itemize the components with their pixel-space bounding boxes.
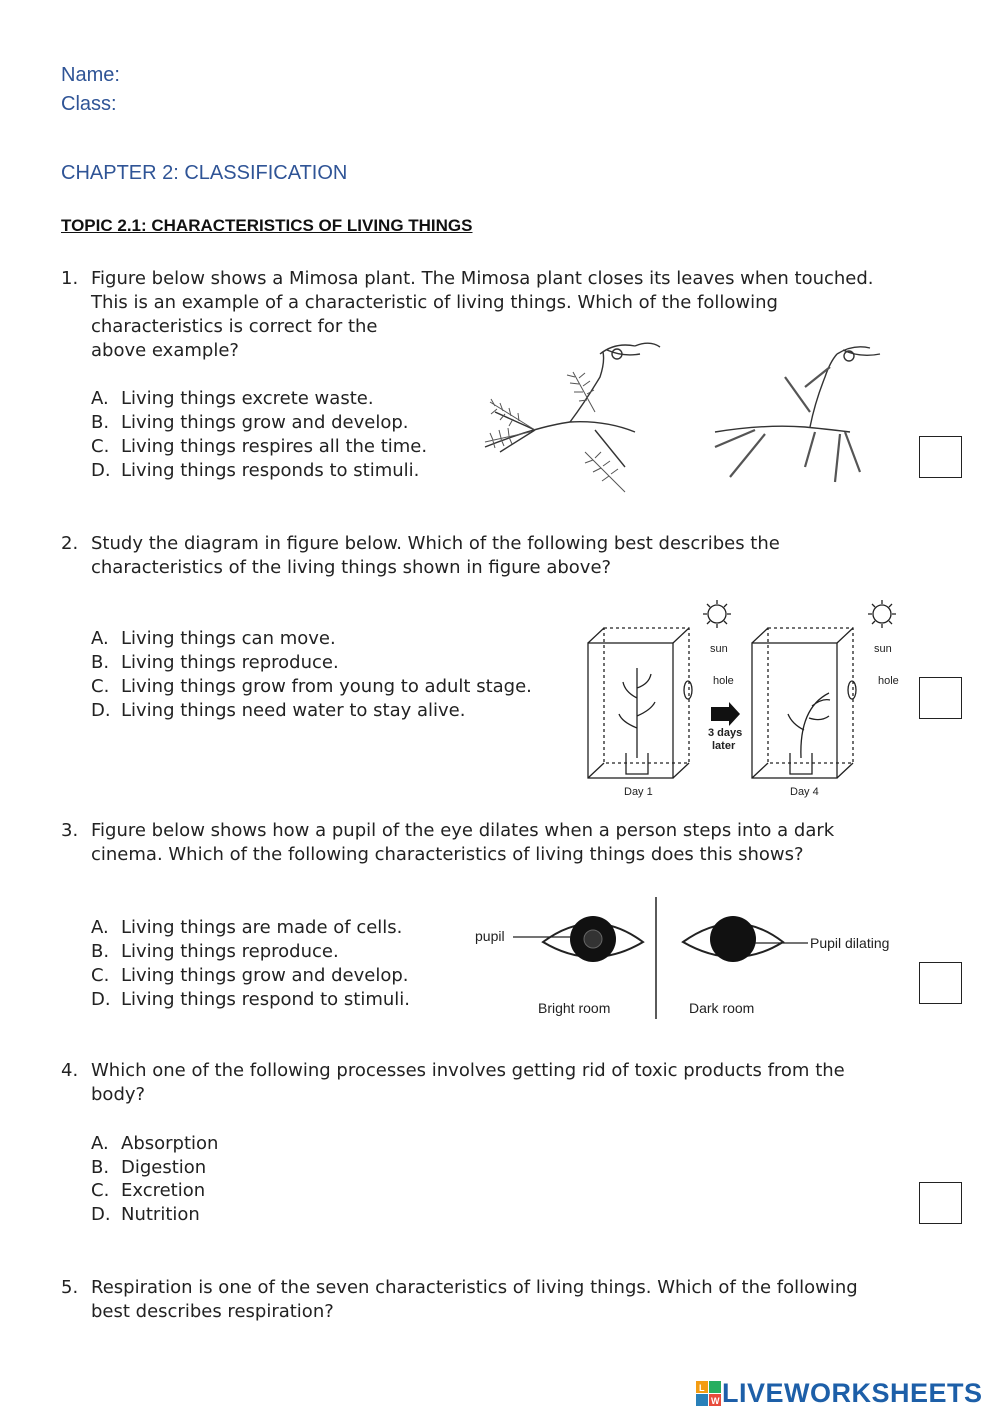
q4-number: 4. xyxy=(61,1060,79,1081)
q2-option-a: A. Living things can move. xyxy=(91,628,336,649)
q1-text-line: Figure below shows a Mimosa plant. The Mimosa plant closes its leaves when touched. xyxy=(91,268,874,289)
arrow-label-1: 3 days xyxy=(708,727,743,739)
q3-answer-box[interactable] xyxy=(919,962,962,1004)
liveworksheets-logo-icon xyxy=(696,1381,722,1407)
q2-option-d: D. Living things need water to stay alive. xyxy=(91,700,466,721)
q1-text-line: This is an example of a characteristic of living things. Which of the following xyxy=(91,292,778,313)
day4-label: Day 4 xyxy=(790,786,819,798)
topic-title: TOPIC 2.1: CHARACTERISTICS OF LIVING THINGS xyxy=(61,216,473,235)
q5-text-line: Respiration is one of the seven characteristics of living things. Which of the following xyxy=(91,1277,858,1298)
q2-text-line: characteristics of the living things shown in figure above? xyxy=(91,557,612,578)
q3-option-b: B. Living things reproduce. xyxy=(91,941,339,962)
liveworksheets-logo xyxy=(696,1378,983,1409)
q3-text-line: cinema. Which of the following characteristics of living things does this shows? xyxy=(91,844,804,865)
pupil-dilating-label: Pupil dilating xyxy=(810,935,890,951)
q1-text-line: above example? xyxy=(91,340,239,361)
q1-option-d: D. Living things responds to stimuli. xyxy=(91,460,420,481)
chapter-title: CHAPTER 2: CLASSIFICATION xyxy=(61,162,348,184)
q4-option-c: C. Excretion xyxy=(91,1180,206,1201)
q2-number: 2. xyxy=(61,533,79,554)
q2-option-b: B. Living things reproduce. xyxy=(91,652,339,673)
q3-option-d: D. Living things respond to stimuli. xyxy=(91,989,410,1010)
eye-figure xyxy=(473,897,903,1022)
q3-text-line: Figure below shows how a pupil of the eye dilates when a person steps into a dark xyxy=(91,820,835,841)
q4-text-line: body? xyxy=(91,1084,146,1105)
q1-text-line: characteristics is correct for the xyxy=(91,316,378,337)
phototropism-figure xyxy=(584,598,909,800)
class-label: Class: xyxy=(61,93,117,115)
q2-answer-box[interactable] xyxy=(919,677,962,719)
svg-text:L: L xyxy=(699,1382,705,1393)
q3-option-a: A. Living things are made of cells. xyxy=(91,917,403,938)
q4-option-a: A. Absorption xyxy=(91,1133,219,1154)
q4-answer-box[interactable] xyxy=(919,1182,962,1224)
hole-label-2: hole xyxy=(878,675,899,687)
day1-label: Day 1 xyxy=(624,786,653,798)
q3-option-c: C. Living things grow and develop. xyxy=(91,965,409,986)
q5-text-line: best describes respiration? xyxy=(91,1301,334,1322)
q1-option-c: C. Living things respires all the time. xyxy=(91,436,428,457)
name-label: Name: xyxy=(61,64,120,86)
q3-number: 3. xyxy=(61,820,79,841)
bright-room-label: Bright room xyxy=(538,1000,611,1016)
q1-answer-box[interactable] xyxy=(919,436,962,478)
arrow-label-2: later xyxy=(712,740,736,752)
hole-label-1: hole xyxy=(713,675,734,687)
dark-room-label: Dark room xyxy=(689,1000,755,1016)
brand-text: LIVEWORKSHEETS xyxy=(722,1378,983,1408)
pupil-label: pupil xyxy=(475,928,505,944)
q1-option-b: B. Living things grow and develop. xyxy=(91,412,409,433)
q1-option-a: A. Living things excrete waste. xyxy=(91,388,374,409)
sun-label-1: sun xyxy=(710,643,728,655)
svg-text:W: W xyxy=(711,1395,720,1406)
q2-option-c: C. Living things grow from young to adult stage. xyxy=(91,676,532,697)
mimosa-figure xyxy=(475,332,905,510)
q4-text-line: Which one of the following processes involves getting rid of toxic products from the xyxy=(91,1060,845,1081)
q2-text-line: Study the diagram in figure below. Which of the following best describes the xyxy=(91,533,780,554)
q5-number: 5. xyxy=(61,1277,79,1298)
q1-number: 1. xyxy=(61,268,79,289)
q4-option-b: B. Digestion xyxy=(91,1157,207,1178)
sun-label-2: sun xyxy=(874,643,892,655)
q4-option-d: D. Nutrition xyxy=(91,1204,200,1225)
